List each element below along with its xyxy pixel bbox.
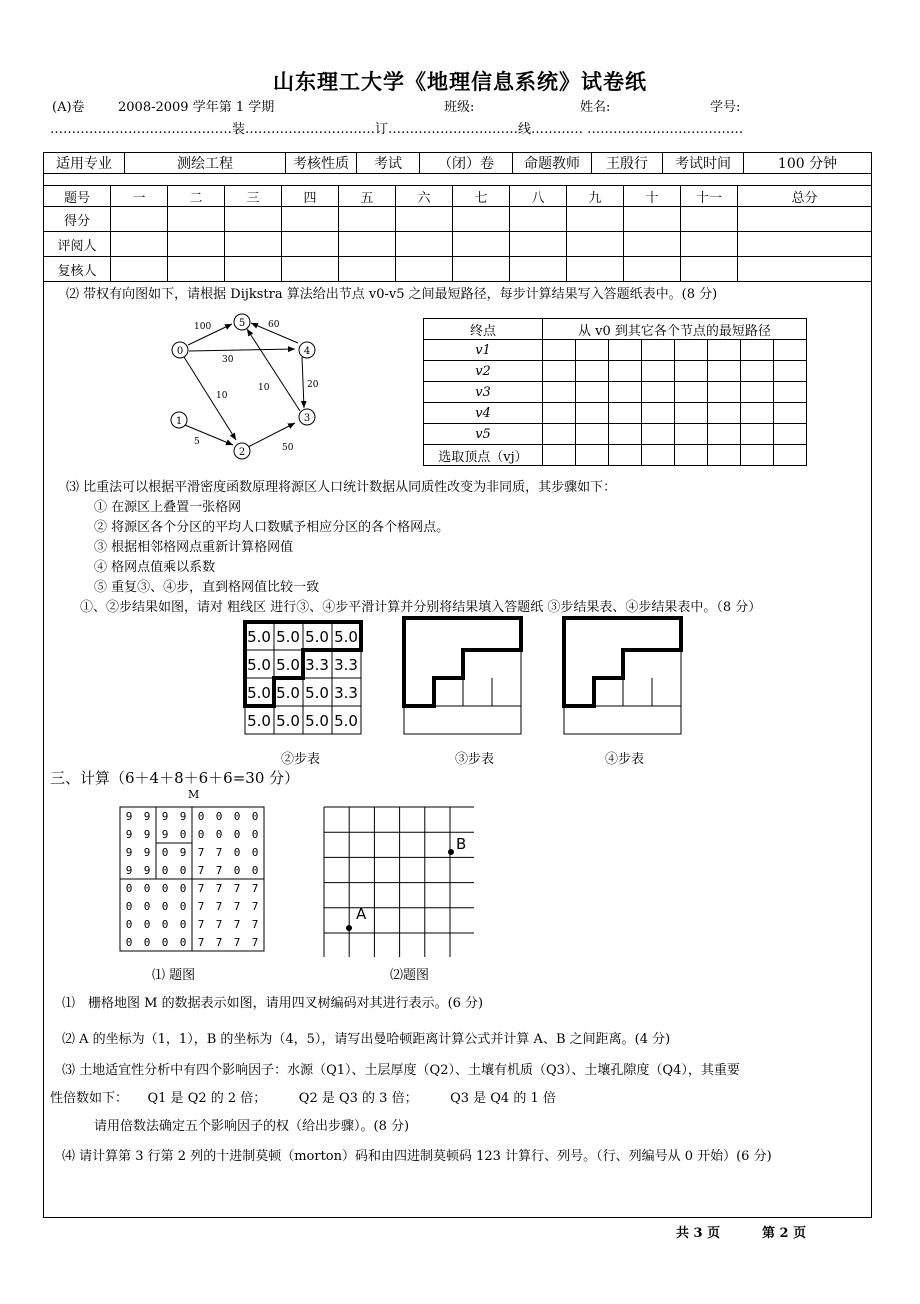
edge-weight: 50 bbox=[282, 443, 294, 453]
dijkstra-row-label: 选取顶点（vj） bbox=[424, 445, 543, 466]
calc-q3-line2: 性倍数如下： Q1 是 Q2 的 2 倍； Q2 是 Q3 的 3 倍； Q3 是 Q4 的 1 倍 bbox=[50, 1091, 556, 1106]
info-cell: 适用专业 bbox=[44, 153, 125, 174]
figure-2-caption: ⑵题图 bbox=[390, 968, 430, 983]
matrix-cell: 9 bbox=[143, 864, 151, 877]
edge-weight: 20 bbox=[307, 380, 319, 390]
matrix-cell: 0 bbox=[161, 882, 169, 895]
grid-value: 5.0 bbox=[334, 628, 358, 646]
matrix-cell: 9 bbox=[143, 810, 151, 823]
matrix-cell: 9 bbox=[125, 846, 133, 859]
score-row-label: 得分 bbox=[44, 207, 111, 232]
class-label: 班级: bbox=[444, 100, 475, 115]
info-cell: 考试时间 bbox=[663, 153, 744, 174]
matrix-cell: 7 bbox=[251, 900, 259, 913]
matrix-cell: 9 bbox=[161, 810, 169, 823]
q3-step: ① 在源区上叠置一张格网 bbox=[94, 500, 242, 515]
score-header: 二 bbox=[168, 186, 225, 207]
matrix-cell: 0 bbox=[161, 846, 169, 859]
matrix-cell: 0 bbox=[251, 828, 259, 841]
matrix-cell: 9 bbox=[143, 828, 151, 841]
score-header: 四 bbox=[282, 186, 339, 207]
point-b bbox=[448, 849, 454, 855]
step2-grid bbox=[240, 614, 366, 736]
dijkstra-row-label: v3 bbox=[424, 382, 543, 403]
matrix-cell: 7 bbox=[233, 936, 241, 949]
matrix-cell: 0 bbox=[251, 846, 259, 859]
q3-step: ⑤ 重复③、④步，直到格网值比较一致 bbox=[94, 580, 320, 595]
matrix-cell: 9 bbox=[179, 846, 187, 859]
point-b-label: B bbox=[456, 835, 467, 853]
point-a bbox=[346, 925, 352, 931]
dijkstra-row-label: v1 bbox=[424, 340, 543, 361]
matrix-cell: 0 bbox=[215, 828, 223, 841]
score-header: 七 bbox=[453, 186, 510, 207]
edge-1-2 bbox=[185, 425, 233, 445]
matrix-cell: 9 bbox=[161, 828, 169, 841]
matrix-cell: 7 bbox=[197, 918, 205, 931]
question-2-text: ⑵ 带权有向图如下，请根据 Dijkstra 算法给出节点 v0-v5 之间最短路径，每步计算结果写入答题纸表中。(8 分) bbox=[66, 287, 718, 302]
grid-value: 5.0 bbox=[305, 684, 329, 702]
matrix-cell: 9 bbox=[179, 810, 187, 823]
matrix-cell: 7 bbox=[197, 900, 205, 913]
step3-caption: ③步表 bbox=[455, 752, 495, 767]
edge-3-5 bbox=[247, 329, 300, 411]
node-label: 1 bbox=[175, 416, 183, 427]
edge-4-3 bbox=[302, 357, 304, 408]
score-header: 总分 bbox=[738, 186, 872, 207]
grid-value: 5.0 bbox=[276, 656, 300, 674]
node-label: 2 bbox=[238, 447, 246, 458]
matrix-cell: 9 bbox=[125, 864, 133, 877]
dijkstra-header: 从 v0 到其它各个节点的最短路径 bbox=[543, 319, 807, 340]
info-cell: 100 分钟 bbox=[744, 153, 872, 174]
matrix-cell: 0 bbox=[143, 900, 151, 913]
matrix-cell: 7 bbox=[197, 882, 205, 895]
matrix-cell: 0 bbox=[125, 936, 133, 949]
matrix-cell: 0 bbox=[215, 810, 223, 823]
dijkstra-row-label: v5 bbox=[424, 424, 543, 445]
dijkstra-graph bbox=[160, 305, 340, 465]
dijkstra-table bbox=[423, 318, 807, 466]
matrix-cell: 7 bbox=[215, 864, 223, 877]
calc-q3-line1: ⑶ 土地适宜性分析中有四个影响因子：水源（Q1）、土层厚度（Q2）、土壤有机质（Q3）、土壤孔隙度（Q4），其重要 bbox=[62, 1063, 740, 1078]
matrix-cell: 0 bbox=[179, 882, 187, 895]
grid-value: 5.0 bbox=[305, 712, 329, 730]
edge-weight: 100 bbox=[194, 322, 212, 332]
figure-1-caption: ⑴ 题图 bbox=[152, 968, 196, 983]
matrix-cell: 9 bbox=[143, 846, 151, 859]
matrix-cell: 0 bbox=[179, 828, 187, 841]
matrix-cell: 0 bbox=[161, 864, 169, 877]
step4-grid bbox=[560, 614, 686, 736]
matrix-cell: 7 bbox=[233, 882, 241, 895]
binding-line: ……………………………………装…………………………订…………………………线………… ……………………………… bbox=[50, 122, 744, 137]
matrix-cell: 0 bbox=[179, 900, 187, 913]
q3-instruction: ①、②步结果如图，请对 粗线区 进行③、④步平滑计算并分别将结果填入答题纸 ③步结果表、④步结果表中。（8 分） bbox=[80, 600, 762, 615]
step2-caption: ②步表 bbox=[281, 752, 321, 767]
grid-value: 3.3 bbox=[305, 656, 329, 674]
grid-value: 5.0 bbox=[276, 628, 300, 646]
matrix-cell: 7 bbox=[215, 882, 223, 895]
info-cell: 测绘工程 bbox=[125, 153, 286, 174]
grid-value: 3.3 bbox=[334, 684, 358, 702]
matrix-cell: 0 bbox=[179, 864, 187, 877]
dijkstra-header: 终点 bbox=[424, 319, 543, 340]
grid-value: 5.0 bbox=[276, 712, 300, 730]
grid-value: 5.0 bbox=[276, 684, 300, 702]
matrix-cell: 0 bbox=[161, 936, 169, 949]
score-table bbox=[43, 185, 872, 282]
term-label: 2008-2009 学年第 1 学期 bbox=[118, 100, 275, 115]
matrix-cell: 9 bbox=[125, 828, 133, 841]
matrix-cell: 0 bbox=[233, 846, 241, 859]
info-cell: 考核性质 bbox=[286, 153, 357, 174]
matrix-cell: 9 bbox=[125, 810, 133, 823]
calc-q4: ⑷ 请计算第 3 行第 2 列的十进制莫顿（morton）码和由四进制莫顿码 123 计算行、列号。（行、列编号从 0 开始）(6 分) bbox=[62, 1149, 772, 1164]
grid-value: 5.0 bbox=[334, 712, 358, 730]
grid-value: 5.0 bbox=[247, 656, 271, 674]
matrix-cell: 0 bbox=[251, 810, 259, 823]
matrix-cell: 7 bbox=[251, 936, 259, 949]
info-cell: 考试 bbox=[357, 153, 420, 174]
grid-value: 5.0 bbox=[305, 628, 329, 646]
q3-step: ③ 根据相邻格网点重新计算格网值 bbox=[94, 540, 294, 555]
matrix-cell: 0 bbox=[125, 900, 133, 913]
matrix-cell: 0 bbox=[233, 810, 241, 823]
score-header: 十一 bbox=[681, 186, 738, 207]
paper-label: (A)卷 bbox=[52, 100, 85, 115]
matrix-cell: 7 bbox=[197, 936, 205, 949]
score-header: 九 bbox=[567, 186, 624, 207]
dijkstra-row-label: v2 bbox=[424, 361, 543, 382]
matrix-cell: 7 bbox=[215, 846, 223, 859]
edge-weight: 30 bbox=[222, 355, 234, 365]
matrix-cell: 0 bbox=[161, 918, 169, 931]
node-label: 5 bbox=[238, 318, 246, 329]
student-id-label: 学号: bbox=[710, 100, 741, 115]
grid-value: 5.0 bbox=[247, 684, 271, 702]
node-label: 4 bbox=[303, 346, 311, 357]
edge-weight: 10 bbox=[216, 391, 228, 401]
score-header: 五 bbox=[339, 186, 396, 207]
matrix-cell: 0 bbox=[143, 936, 151, 949]
calc-q2: ⑵ A 的坐标为（1，1），B 的坐标为（4，5），请写出曼哈顿距离计算公式并计算 A、B 之间距离。(4 分) bbox=[62, 1032, 671, 1047]
section-3-heading: 三、计算（6＋4＋8＋6＋6=30 分） bbox=[50, 769, 300, 787]
current-page: 第 2 页 bbox=[762, 1226, 807, 1241]
step3-grid bbox=[400, 614, 526, 736]
score-row-label: 评阅人 bbox=[44, 232, 111, 257]
calc-q3-line3: 请用倍数法确定五个影响因子的权（给出步骤）。(8 分) bbox=[94, 1119, 410, 1134]
raster-matrix bbox=[118, 805, 268, 955]
coordinate-grid bbox=[322, 805, 474, 957]
edge-weight: 60 bbox=[268, 320, 280, 330]
matrix-cell: 0 bbox=[251, 864, 259, 877]
matrix-cell: 7 bbox=[197, 864, 205, 877]
score-header: 一 bbox=[111, 186, 168, 207]
matrix-cell: 0 bbox=[125, 882, 133, 895]
matrix-cell: 0 bbox=[143, 882, 151, 895]
grid-value: 5.0 bbox=[247, 628, 271, 646]
question-3-intro: ⑶ 比重法可以根据平滑密度函数原理将源区人口统计数据从同质性改变为非同质，其步骤如下： bbox=[66, 480, 617, 495]
edge-weight: 5 bbox=[194, 437, 200, 447]
q3-step: ② 将源区各个分区的平均人口数赋予相应分区的各个格网点。 bbox=[94, 520, 450, 535]
matrix-cell: 0 bbox=[143, 918, 151, 931]
matrix-cell: 0 bbox=[197, 810, 205, 823]
score-header: 三 bbox=[225, 186, 282, 207]
point-a-label: A bbox=[356, 905, 367, 923]
score-row-label: 复核人 bbox=[44, 257, 111, 282]
matrix-cell: 0 bbox=[161, 900, 169, 913]
score-header: 题号 bbox=[44, 186, 111, 207]
node-label: 3 bbox=[303, 413, 311, 424]
matrix-cell: 0 bbox=[197, 828, 205, 841]
score-header: 六 bbox=[396, 186, 453, 207]
matrix-cell: 7 bbox=[197, 846, 205, 859]
score-header: 十 bbox=[624, 186, 681, 207]
matrix-cell: 7 bbox=[215, 900, 223, 913]
matrix-label: M bbox=[188, 788, 200, 801]
matrix-cell: 7 bbox=[251, 918, 259, 931]
grid-value: 5.0 bbox=[247, 712, 271, 730]
total-pages: 共 3 页 bbox=[676, 1226, 721, 1241]
q3-step: ④ 格网点值乘以系数 bbox=[94, 560, 216, 575]
matrix-cell: 7 bbox=[233, 900, 241, 913]
info-cell: 王殷行 bbox=[592, 153, 663, 174]
info-cell: 命题教师 bbox=[513, 153, 592, 174]
info-cell: （闭）卷 bbox=[420, 153, 513, 174]
edge-weight: 10 bbox=[258, 383, 270, 393]
matrix-cell: 0 bbox=[179, 918, 187, 931]
matrix-cell: 7 bbox=[251, 882, 259, 895]
course-info-table bbox=[43, 152, 872, 174]
matrix-cell: 0 bbox=[233, 864, 241, 877]
score-header: 八 bbox=[510, 186, 567, 207]
step4-caption: ④步表 bbox=[605, 752, 645, 767]
matrix-cell: 0 bbox=[179, 936, 187, 949]
name-label: 姓名: bbox=[580, 100, 611, 115]
dijkstra-row-label: v4 bbox=[424, 403, 543, 424]
page-title: 山东理工大学《地理信息系统》试卷纸 bbox=[273, 69, 647, 94]
calc-q1: ⑴ 栅格地图 M 的数据表示如图，请用四叉树编码对其进行表示。(6 分) bbox=[62, 996, 484, 1011]
grid-value: 3.3 bbox=[334, 656, 358, 674]
node-label: 0 bbox=[176, 346, 184, 357]
edge-0-4 bbox=[189, 349, 295, 351]
matrix-cell: 0 bbox=[233, 828, 241, 841]
matrix-cell: 7 bbox=[215, 918, 223, 931]
matrix-cell: 7 bbox=[233, 918, 241, 931]
matrix-cell: 7 bbox=[215, 936, 223, 949]
matrix-cell: 0 bbox=[125, 918, 133, 931]
